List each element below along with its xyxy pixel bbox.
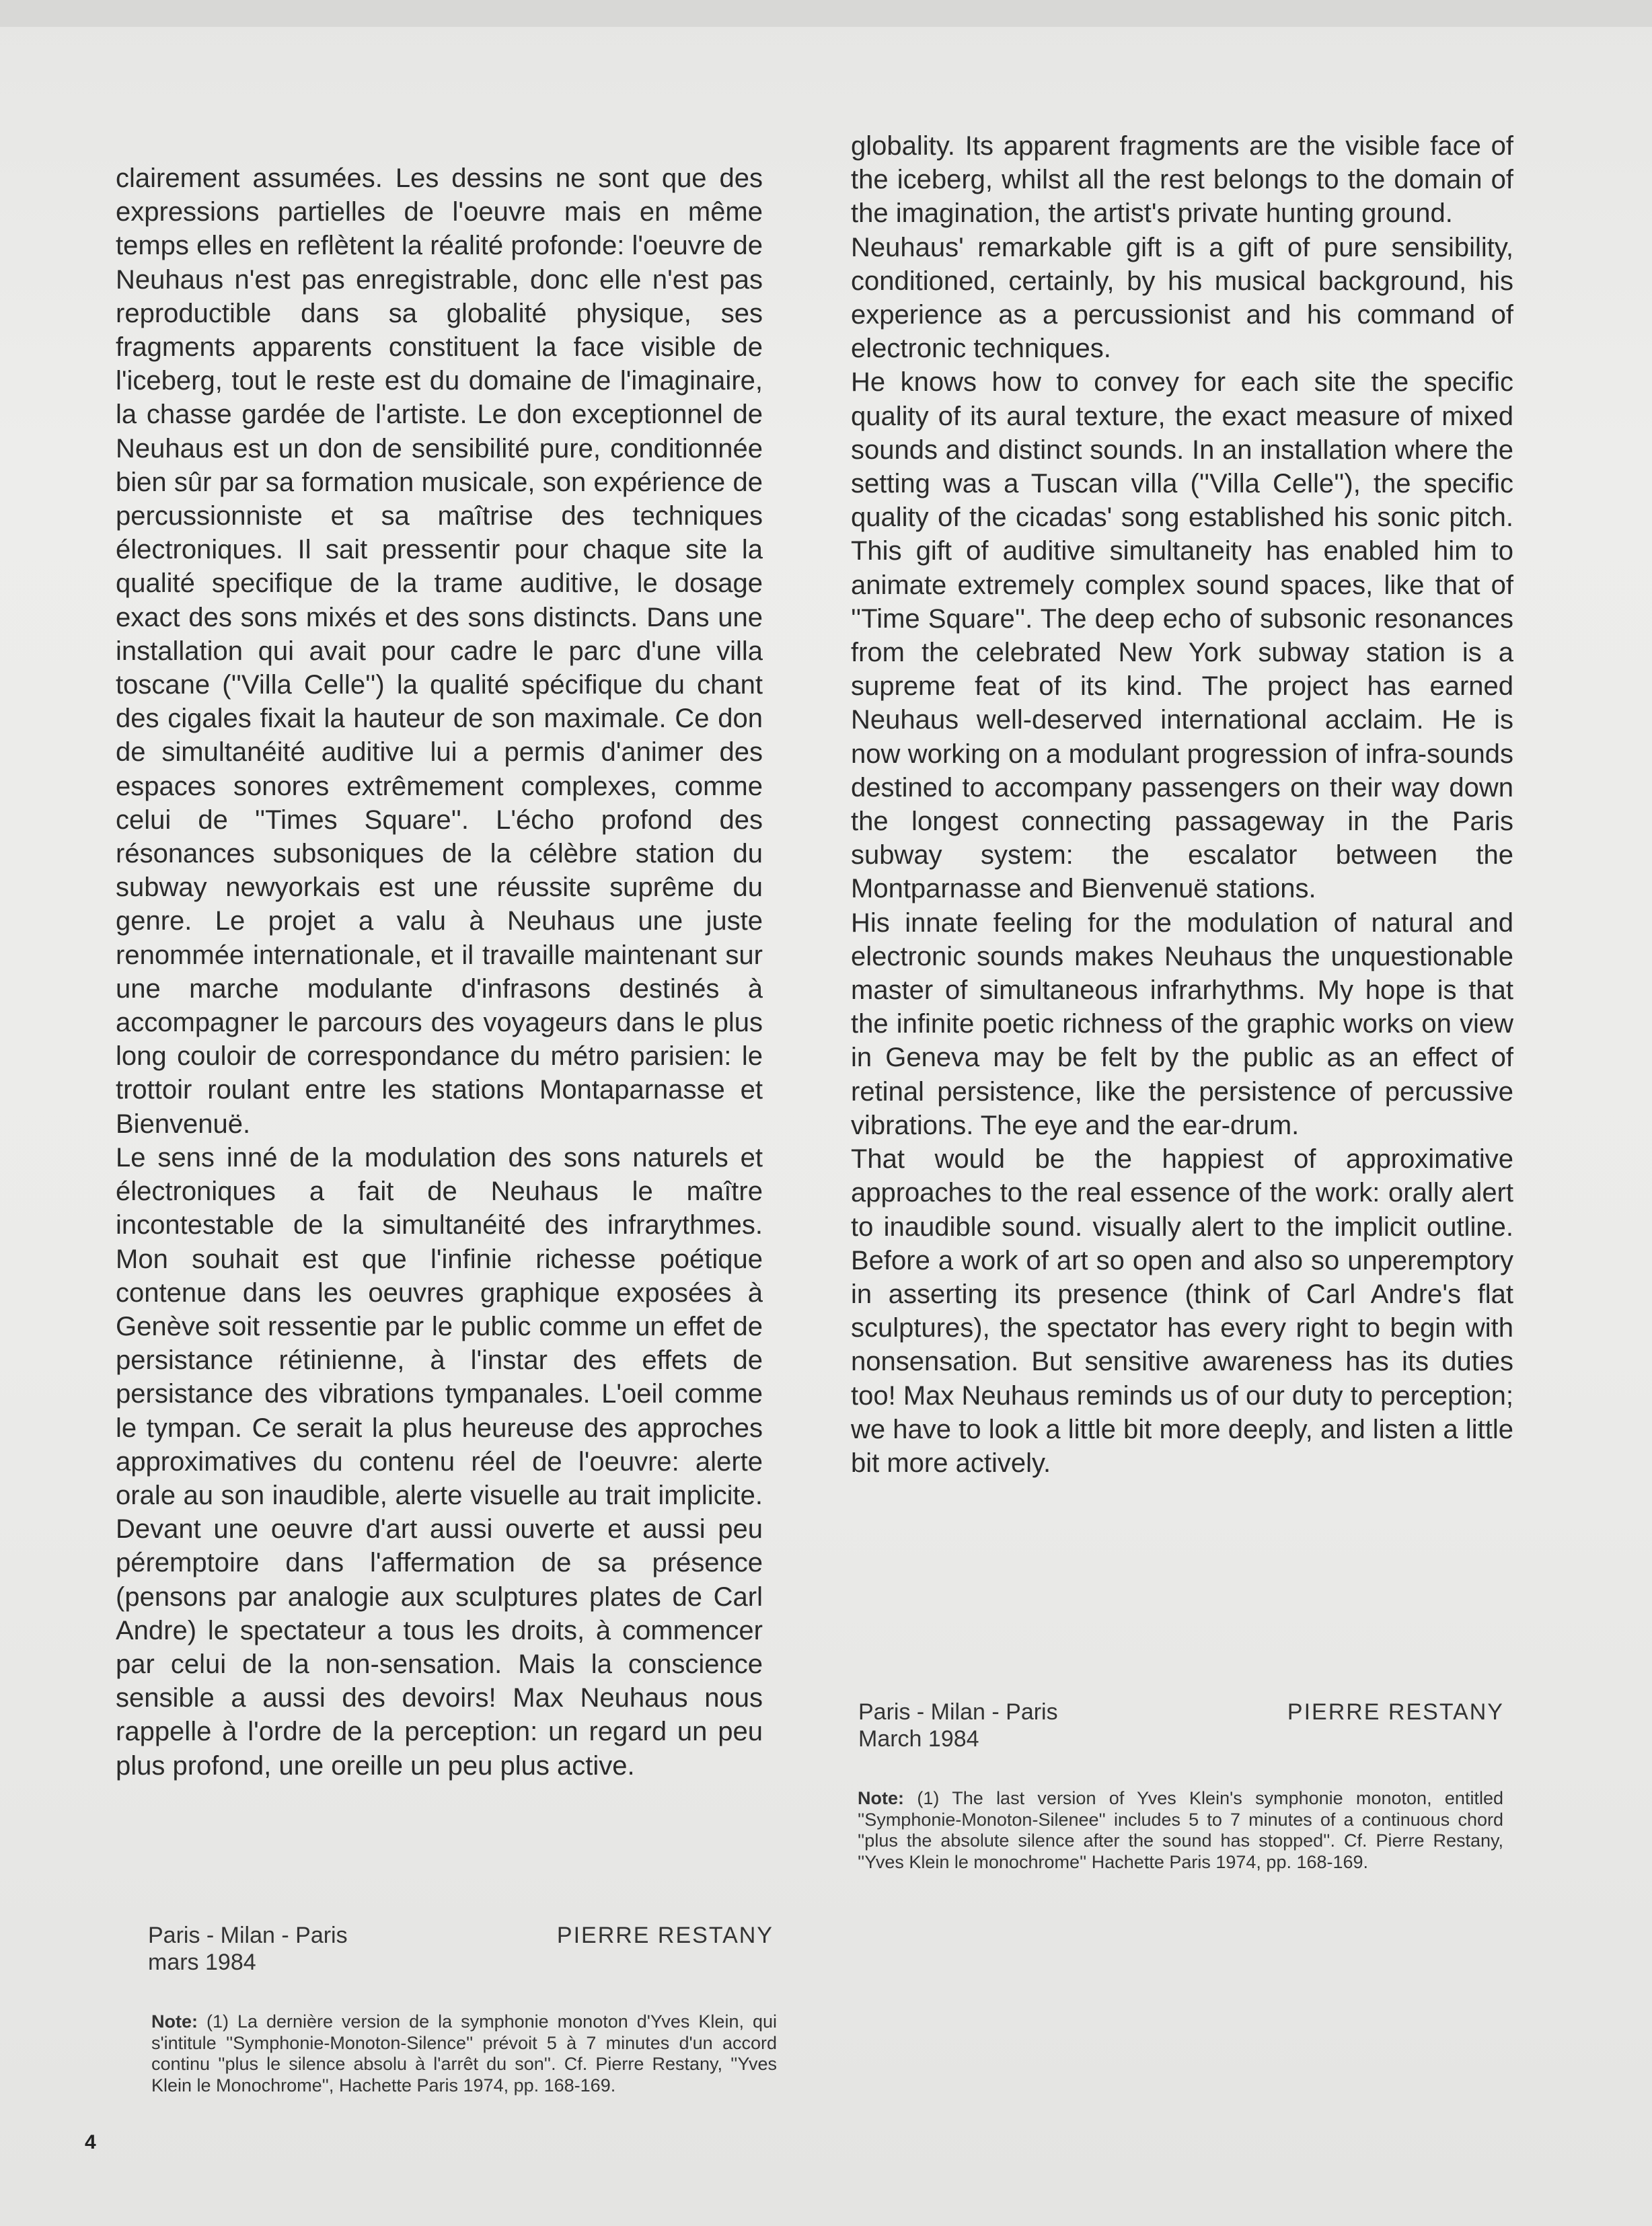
english-date: March 1984	[858, 1726, 979, 1752]
english-note	[858, 1788, 1503, 1873]
french-paragraph-2: Le sens inné de la modulation des sons naturels et électroniques a fait de Neuhaus le maître incontestable de la simultanéité des infrarythmes. Mon souhait est que l'infinie richesse poétique contenue dans les oeuvres graphique exposées à Genève soit ressentie par le public comme un effet de persistance rétinienne, à l'instar des effets de persistance des vibrations tympanales. L'oeil comme le tympan. Ce serait la plus heureuse des approches approximatives du contenu réel de l'oeuvre: alerte orale au son inaudible, alerte visuelle au trait implicite. Devant une oeuvre d'art aussi ouverte et aussi peu péremptoire dans l'affermation de sa présence (pensons par analogie aux sculptures plates de Carl Andre) le spectateur a tous les droits, à commencer par celui de la non-sensation. Mais la conscience sensible a aussi des devoirs! Max Neuhaus nous rappelle à l'ordre de la perception: un regard un peu plus profond, une oreille un peu plus active.	[116, 1142, 763, 1781]
french-note	[151, 2011, 777, 2096]
french-column	[116, 161, 763, 1783]
english-column	[851, 129, 1513, 1480]
english-paragraph-3: He knows how to convey for each site the specific quality of its aural texture, the exact measure of mixed sounds and distinct sounds. In an installation where the setting was a Tuscan villa (''Villa Celle''), the specific quality of the cicadas' song established his sonic pitch. This gift of auditive simultaneity has enabled him to animate extremely complex sound spaces, like that of ''Time Square''. The deep echo of subsonic resonances from the celebrated New York subway station is a supreme feat of its kind. The project has earned Neuhaus well-deserved international acclaim. He is now working on a modulant progression of infra-sounds destined to accompany passengers on their way down the longest connecting passageway in the Paris subway system: the escalator between the Montparnasse and Bienvenuë stations.	[851, 367, 1513, 904]
english-paragraph-4: His innate feeling for the modulation of natural and electronic sounds makes Neuhaus the unquestionable master of simultaneous infrarhythms. My hope is that the infinite poetic richness of the graphic works on view in Geneva may be felt by the public as an effect of retinal persistence, like the persistence of percussive vibrations. The eye and the ear-drum.	[851, 907, 1513, 1140]
english-note-label: Note:	[858, 1788, 904, 1808]
english-signature	[858, 1701, 1504, 1754]
english-paragraph-5: That would be the happiest of approximative approaches to the real essence of the work: orally alert to inaudible sound. visually alert to the implicit outline. Before a work of art so open and also so unperemptory in asserting its presence (think of Carl Andre's flat sculptures), the spectator has every right to begin with nonsensation. But sensitive awareness has its duties too! Max Neuhaus reminds us of our duty to perception; we have to look a little bit more deeply, and listen a little bit more actively.	[851, 1144, 1513, 1478]
french-note-text: (1) La dernière version de la symphonie monoton d'Yves Klein, qui s'intitule ''Symphonie-Monoton-Silence'' prévoit 5 à 7 minutes d'un accord continu ''plus le silence absolu à l'arrêt du son''. Cf. Pierre Restany, ''Yves Klein le Monochrome'', Hachette Paris 1974, pp. 168-169.	[151, 2011, 777, 2095]
french-signature	[148, 1924, 774, 1978]
french-paragraph-1: clairement assumées. Les dessins ne sont que des expressions partielles de l'oeuvre mais en même temps elles en reflètent la réalité profonde: l'oeuvre de Neuhaus n'est pas enregistrable, donc elle n'est pas reproductible dans sa globalité physique, ses fragments apparents constituent la face visible de l'iceberg, tout le reste est du domaine de l'imaginaire, la chasse gardée de l'artiste. Le don exceptionnel de Neuhaus est un don de sensibilité pure, conditionnée bien sûr par sa formation musicale, son expérience de percussionniste et sa maîtrise des techniques électroniques. Il sait pressentir pour chaque site la qualité specifique de la trame auditive, le dosage exact des sons mixés et des sons distincts. Dans une installation qui avait pour cadre le parc d'une villa toscane (''Villa Celle'') la qualité spécifique du chant des cigales fixait la hauteur de son maximale. Ce don de simultanéité auditive lui a permis d'animer des espaces sonores extrêmement complexes, comme celui de ''Times Square''. L'écho profond des résonances subsoniques de la célèbre station du subway newyorkais est une réussite suprême du genre. Le projet a valu à Neuhaus une juste renommée internationale, et il travaille maintenant sur une marche modulante d'infrasons destinés à accompagner le parcours des voyageurs dans le plus long couloir de correspondance du métro parisien: le trottoir roulant entre les stations Montaparnasse et Bienvenuë.	[116, 163, 763, 1139]
english-note-text: (1) The last version of Yves Klein's symphonie monoton, entitled ''Symphonie-Monoton-Silenee'' includes 5 to 7 minutes of a continuous chord ''plus the absolute silence after the sound has stopped''. Cf. Pierre Restany, ''Yves Klein le monochrome'' Hachette Paris 1974, pp. 168-169.	[858, 1788, 1503, 1872]
french-place: Paris - Milan - Paris	[148, 1923, 348, 1948]
english-paragraph-2: Neuhaus' remarkable gift is a gift of pure sensibility, conditioned, certainly, by his musical background, his experience as a percussionist and his command of electronic techniques.	[851, 232, 1513, 364]
english-place: Paris - Milan - Paris	[858, 1699, 1058, 1725]
english-paragraph-1: globality. Its apparent fragments are the visible face of the iceberg, whilst all the rest belongs to the domain of the imagination, the artist's private hunting ground.	[851, 131, 1513, 229]
english-author: PIERRE RESTANY	[1287, 1699, 1504, 1725]
french-date: mars 1984	[148, 1950, 256, 1975]
french-note-label: Note:	[151, 2011, 198, 2032]
page-top-edge	[0, 0, 1652, 27]
french-author: PIERRE RESTANY	[556, 1923, 774, 1948]
page-number: 4	[85, 2131, 96, 2153]
